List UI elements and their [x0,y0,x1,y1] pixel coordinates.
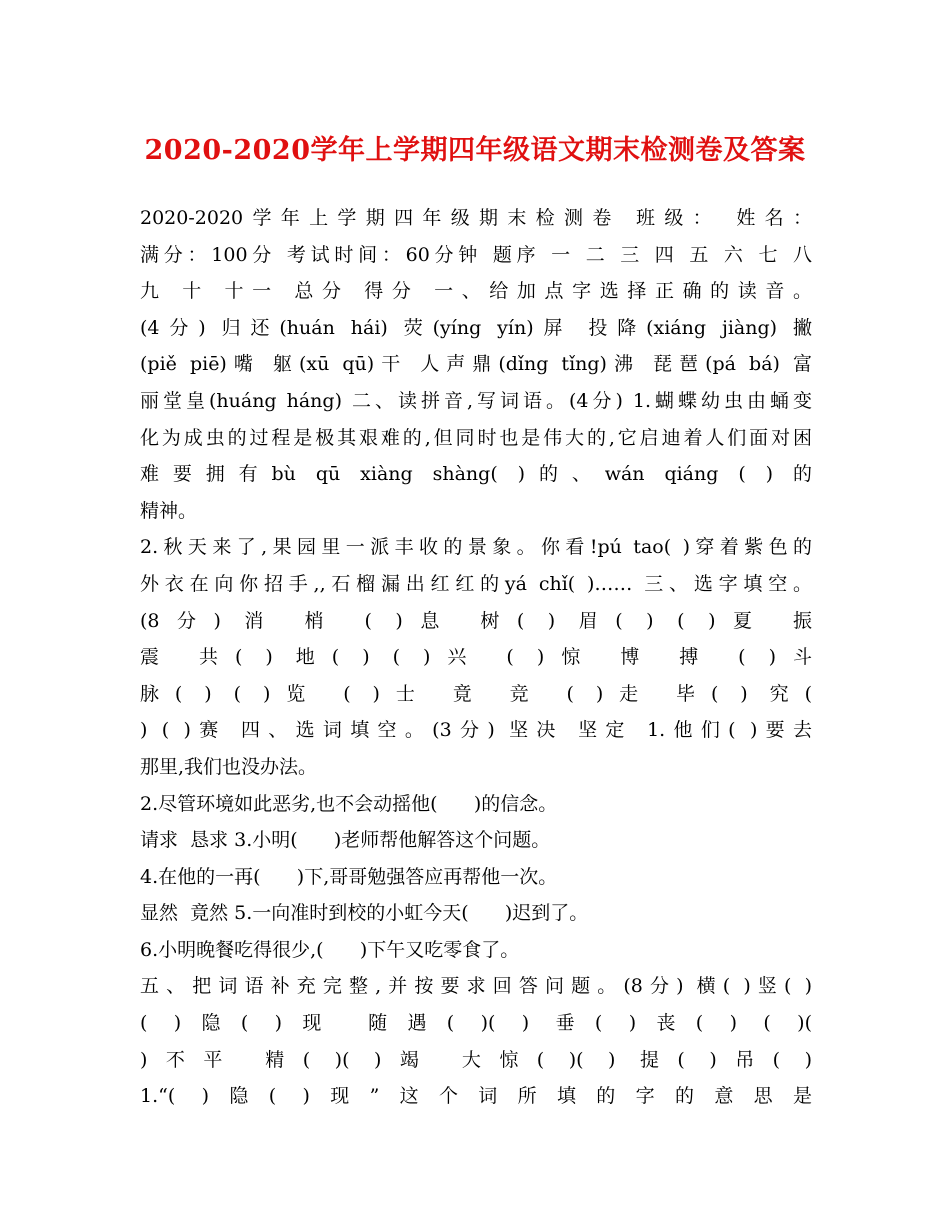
question-line: 五、把词语补充完整,并按要求回答问题。(8分) 横( )竖( ) [140,975,812,998]
question-line: 请求 恳求 3.小明( )老师帮他解答这个问题。 [140,829,551,852]
score-table-line: 满分：100分 考试时间：60分钟 题序 一 二 三 四 五 六 七 八 [140,243,812,266]
question-line: ( )隐( )现 随遇( )( ) 垂( )丧( ) ( )( [140,1012,812,1035]
question-line: 那里,我们也没办法。 [140,755,318,778]
question-line: 难要拥有bù qū xiàng shàng( )的、wán qiáng ( ) 的 [140,463,812,486]
question-line: 丽堂皇(huáng háng) 二、读拼音,写词语。(4分) 1.蝴蝶幼虫由蛹变 [140,389,812,412]
header-info-line: 2020-2020学年上学期四年级期末检测卷 班级： 姓名： [140,207,812,229]
document-body [140,200,812,1115]
question-line: (4分) 归还(huán hái) 荧(yíng yín)屏 投降(xiáng jiàng) 撇 [140,316,812,339]
question-line: 2.尽管环境如此恶劣,也不会动摇他( )的信念。 [140,792,558,815]
question-line: 化为成虫的过程是极其艰难的,但同时也是伟大的,它启迪着人们面对困 [140,426,812,449]
question-line: 脉( ) ( )览 ( )士 竟 竞 ( )走 毕( ) 究( [140,682,812,705]
question-line: (piě piē)嘴 躯(xū qū)干 人声鼎(dǐng tǐng)沸 琵琶(pá bá) 富 [140,353,812,376]
question-line: )不平 精( )( )竭 大惊( )( ) 提( )吊( ) [140,1048,812,1071]
score-table-line: 九 十 十一 总分 得分 一、给加点字选择正确的读音。 [140,280,812,303]
question-line: ) ( )赛 四、选词填空。(3分) 坚决 坚定 1.他们( )要去 [140,719,812,742]
question-line: 震 共( ) 地( ) ( )兴 ( )惊 博 搏 ( )斗 [140,646,812,669]
document-title: 2020-2020学年上学期四年级语文期末检测卷及答案 [144,135,806,166]
question-line: 精神。 [140,499,198,522]
question-line: 4.在他的一再( )下,哥哥勉强答应再帮他一次。 [140,865,558,888]
question-line: 2.秋天来了,果园里一派丰收的景象。你看!pú tao( )穿着紫色的 [140,536,812,559]
question-line: 外衣在向你招手,,石榴漏出红红的yá chǐ( )…… 三、选字填空。 [140,572,812,595]
question-line: 显然 竟然 5.一向准时到校的小虹今天( )迟到了。 [140,902,589,925]
question-line: 6.小明晚餐吃得很少,( )下午又吃零食了。 [140,938,520,961]
question-line: 1.“( )隐( )现”这个词所填的字的意思是 [140,1085,812,1108]
question-line: (8分) 消 梢 ( )息 树( ) 眉( ) ( )夏 振 [140,609,812,632]
